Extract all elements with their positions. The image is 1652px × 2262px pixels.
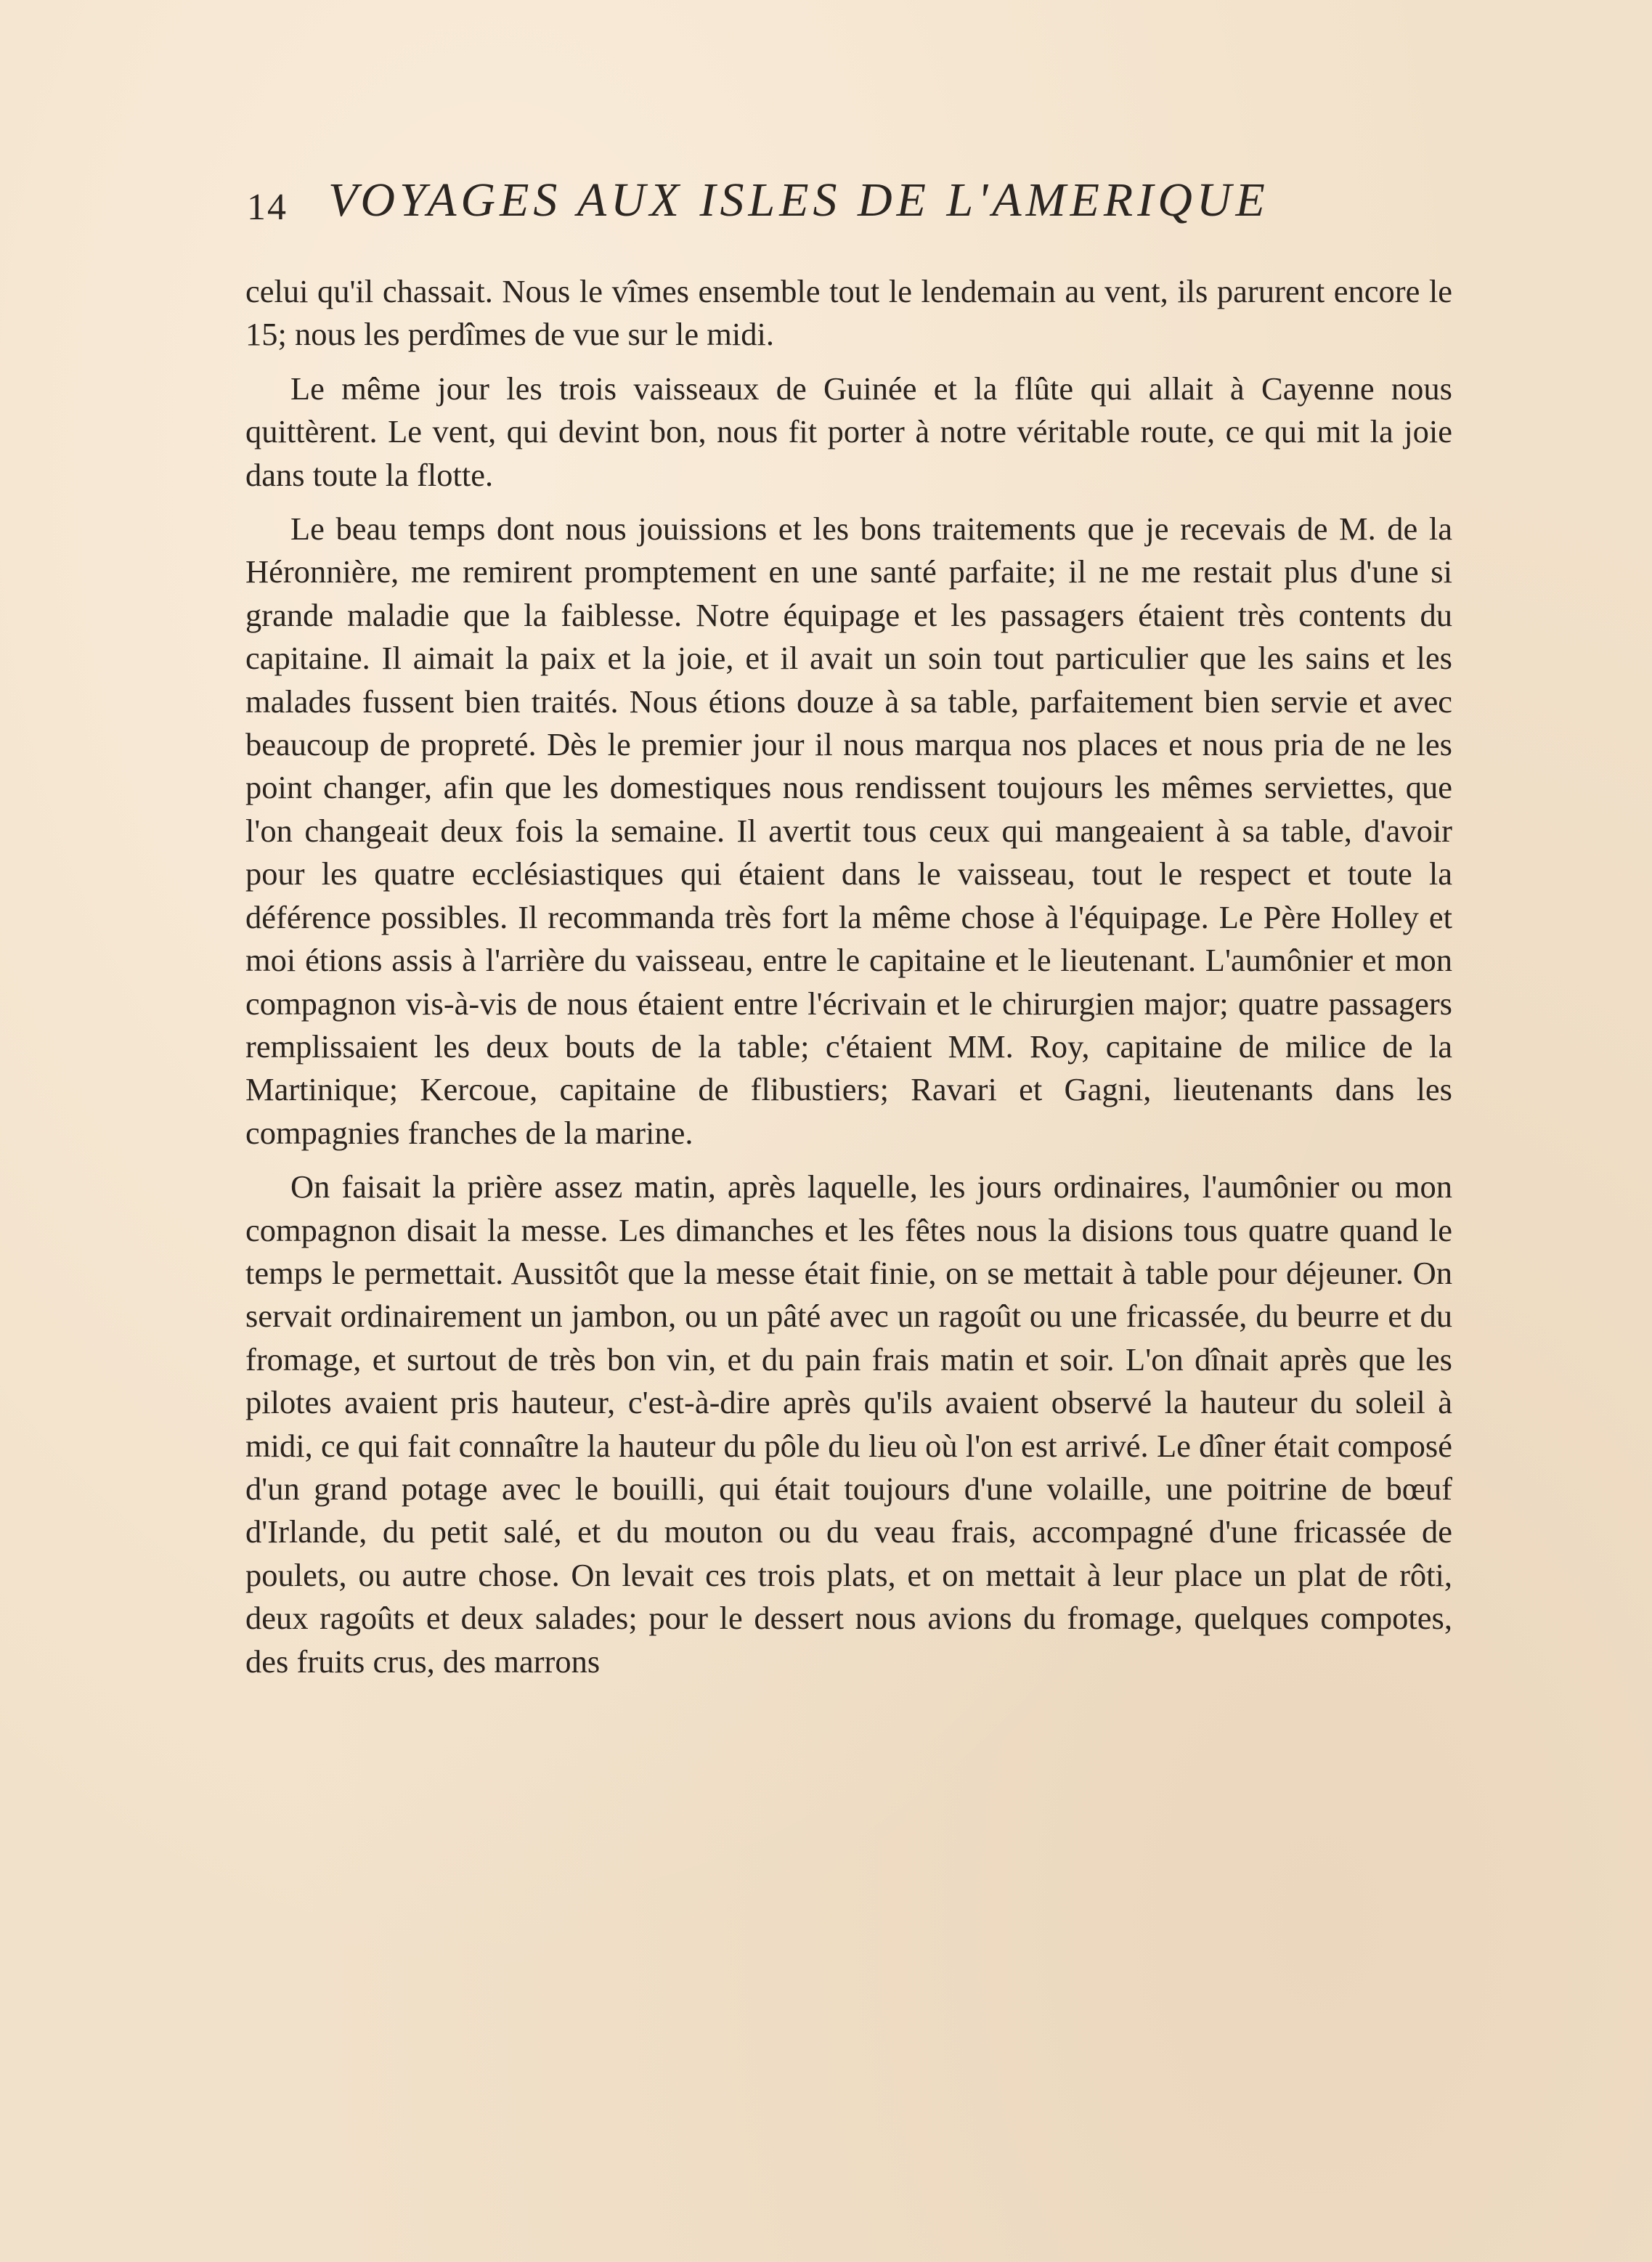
paragraph: Le beau temps dont nous jouissions et les bons traitements que je recevais de M. de la Héronnière, me remirent promptement en une santé parfaite; il ne me restait plus d'une si grande maladie que la faiblesse. Notre équipage et les passagers étaient très contents du capitaine. Il aimait la paix et la joie, et il avait un soin tout particulier que les sains et les malades fussent bien traités. Nous étions douze à sa table, parfaitement bien servie et avec beaucoup de propreté. Dès le premier jour il nous marqua nos places et nous pria de ne les point changer, afin que les domestiques nous rendissent toujours les mêmes serviettes, que l'on changeait deux fois la semaine. Il avertit tous ceux qui mangeaient à sa table, d'avoir pour les quatre ecclésiastiques qui étaient dans le vaisseau, tout le respect et toute la déférence possibles. Il recommanda très fort la même chose à l'équipage. Le Père Holley et moi étions assis à l'arrière du vaisseau, entre le capitaine et le lieutenant. L'aumônier et mon compagnon vis-à-vis de nous étaient entre l'écrivain et le chirurgien major; quatre passagers remplissaient les deux bouts de la table; c'étaient MM. Roy, capitaine de milice de la Martinique; Kercoue, capitaine de flibustiers; Ravari et Gagni, lieutenants dans les compagnies franches de la marine. [245,510,1452,1151]
page-number: 14 [247,187,288,228]
body-text [245,270,1452,1694]
running-header [247,173,1452,231]
paragraph: On faisait la prière assez matin, après laquelle, les jours ordinaires, l'aumônier ou mon compagnon disait la messe. Les dimanches et les fêtes nous la disions tous quatre quand le temps le permettait. Aussitôt que la messe était finie, on se mettait à table pour déjeuner. On servait ordinairement un jambon, ou un pâté avec un ragoût ou une fricassée, du beurre et du fromage, et surtout de très bon vin, et du pain frais matin et soir. L'on dînait après que les pilotes avaient pris hauteur, c'est-à-dire après qu'ils avaient observé la hauteur du soleil à midi, ce qui fait connaître la hauteur du pôle du lieu où l'on est arrivé. Le dîner était composé d'un grand potage avec le bouilli, qui était toujours d'une volaille, une poitrine de bœuf d'Irlande, du petit salé, et du mouton ou du veau frais, accompagné d'une fricassée de poulets, ou autre chose. On levait ces trois plats, et on mettait à leur place un plat de rôti, deux ragoûts et deux salades; pour le dessert nous avions du fromage, quelques compotes, des fruits crus, des marrons [245,1168,1452,1680]
running-title: VOYAGES AUX ISLES DE L'AMERIQUE [328,174,1269,227]
paragraph: Le même jour les trois vaisseaux de Guinée et la flûte qui allait à Cayenne nous quittèrent. Le vent, qui devint bon, nous fit porter à notre véritable route, ce qui mit la joie dans toute la flotte. [245,370,1452,493]
paragraph-continued: celui qu'il chassait. Nous le vîmes ensemble tout le lendemain au vent, ils parurent encore le 15; nous les perdîmes de vue sur le midi. [245,273,1452,353]
